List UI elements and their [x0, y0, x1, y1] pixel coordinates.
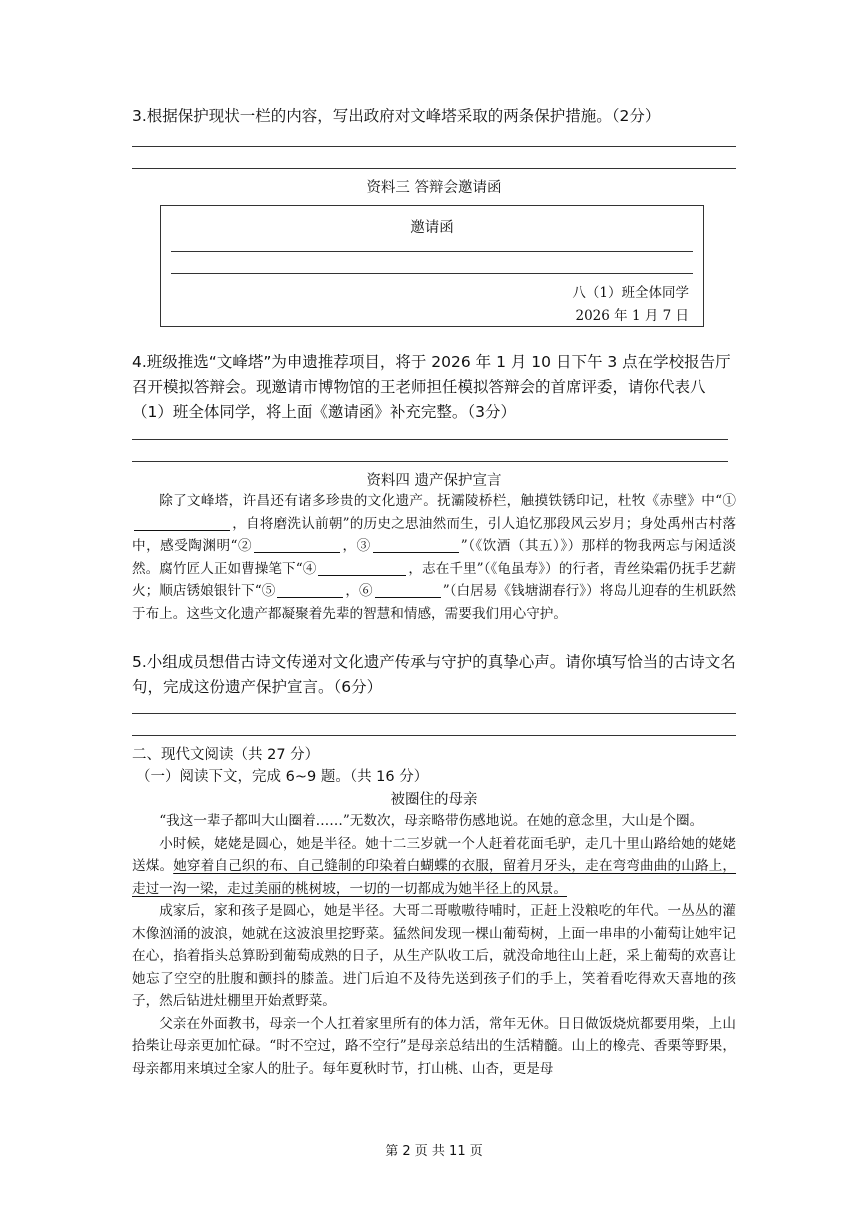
blank-6[interactable]: ⑥: [359, 583, 443, 599]
invitation-signature: 八（1）班全体同学: [572, 285, 689, 301]
subsection-heading: （一）阅读下文，完成 6~9 题。（共 16 分）: [136, 769, 429, 785]
article-body: [132, 810, 736, 1080]
question-4: 4.班级推选“文峰塔”为申遗推荐项目，将于 2026 年 1 月 10 日下午 3 点在学校报告厅召开模拟答辩会。现邀请市博物馆的王老师担任模拟答辩会的首席评委，请你代表八（1）班全体同学，将上面《邀请函》补充完整。（3分）: [132, 353, 731, 421]
question-5: 5.小组成员想借古诗文传递对文化遗产传承与守护的真挚心声。请你填写恰当的古诗文名句，完成这份遗产保护宣言。（6分）: [132, 653, 736, 696]
article-paragraph: 成家后，家和孩子是圆心，她是半径。大哥二哥嗷嗷待哺时，正赶上没粮吃的年代。一丛丛的灌木像汹涌的波浪，她就在这波浪里挖野菜。猛然间发现一棵山葡萄树，上面一串串的小葡萄让她牢记在心，掐着指头总算盼到葡萄成熟的日子，从生产队收工后，就没命地往山上赶，采上葡萄的欢喜让她忘了空空的肚腹和颤抖的膝盖。进门后迫不及待先送到孩子们的手上，笑着看吃得欢天喜地的孩子，然后钻进灶棚里开始煮野菜。: [132, 903, 736, 1009]
blank-4[interactable]: ④: [303, 561, 409, 577]
question-3: 3.根据保护现状一栏的内容，写出政府对文峰塔采取的两条保护措施。（2分）: [132, 107, 661, 125]
blank-2[interactable]: ②: [237, 538, 342, 554]
underlined-sentence: 她穿着自己织的布、自己缝制的印染着白蝴蝶的衣服，留着月牙头，走在弯弯曲曲的山路上，走过一沟一梁，走过美丽的桃树坡，一切的一切都成为她半径上的风景。: [132, 858, 737, 897]
article-title: 被圈住的母亲: [390, 792, 478, 808]
section-heading: 二、现代文阅读（共 27 分）: [132, 747, 320, 763]
answer-line[interactable]: [132, 168, 736, 169]
article-paragraph: 父亲在外面教书，母亲一个人扛着家里所有的体力活，常年无休。日日做饭烧炕都要用柴，上山拾柴让母亲更加忙碌。“时不空过，路不空行”是母亲总结出的生活精髓。山上的橡壳、香栗等野果，母亲都用来填过全家人的肚子。每年夏秋时节，打山桃、山杏，更是母: [132, 1015, 736, 1077]
blank-3[interactable]: ③: [357, 538, 461, 554]
blank-5[interactable]: ⑤: [262, 583, 346, 599]
invitation-box: [160, 205, 704, 327]
invitation-line[interactable]: [171, 251, 693, 252]
answer-line[interactable]: [132, 713, 736, 714]
invitation-line[interactable]: [171, 273, 693, 274]
material3-heading: 资料三 答辩会邀请函: [366, 180, 502, 196]
page-footer: 第 2 页 共 11 页: [385, 1144, 483, 1159]
article-paragraph: “我这一辈子都叫大山圈着……”无数次，母亲略带伤感地说。在她的意念里，大山是个圈。: [159, 813, 704, 829]
invitation-title: 邀请函: [410, 220, 454, 236]
blank-1[interactable]: ①: [132, 493, 736, 532]
invitation-date: 2026 年 1 月 7 日: [575, 308, 689, 324]
answer-line[interactable]: [132, 439, 728, 440]
answer-line[interactable]: [132, 146, 736, 147]
material4-heading: 资料四 遗产保护宣言: [366, 473, 502, 489]
answer-line[interactable]: [132, 735, 736, 736]
answer-line[interactable]: [132, 461, 728, 462]
material4-text: 除了文峰塔，许昌还有诸多珍贵的文化遗产。抚灞陵桥栏，触摸铁锈印记，杜牧《赤壁》中“①，自将磨洗认前朝”的历史之思油然而生，引人追忆那段风云岁月；身处禹州古村落中，感受陶渊明“② ，③ ”（《饮酒（其五）》）那样的物我两忘与闲适淡然。腐竹匠人正如曹操笔下“④ ，志在千里”（《龟虽寿》）的行者，青丝染霜仍抚手艺薪火；顺店锈娘银针下“⑤ ，⑥ ”（白居易《钱塘湖春行》）将岛儿迎春的生机跃然于布上。这些文化遗产都凝聚着先辈的智慧和情感，需要我们用心守护。: [132, 493, 737, 622]
article-paragraph: 小时候，姥姥是圆心，她是半径。她十二三岁就一个人赶着花面毛驴，走几十里山路给她的姥姥送煤。她穿着自己织的布、自己缝制的印染着白蝴蝶的衣服，留着月牙头，走在弯弯曲曲的山路上，走过一沟一梁，走过美丽的桃树坡，一切的一切都成为她半径上的风景。: [132, 835, 737, 897]
